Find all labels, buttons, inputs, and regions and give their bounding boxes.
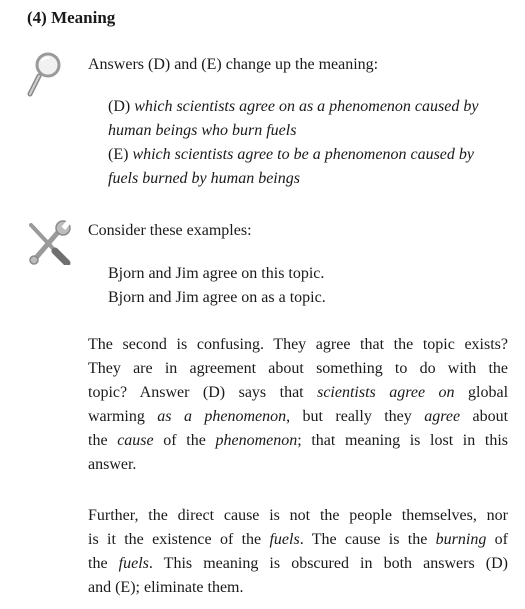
wrench-and-screwdriver-icon — [25, 219, 73, 265]
example-sentence: Bjorn and Jim agree on this topic. — [108, 265, 325, 282]
paragraph-line: answer. — [88, 456, 137, 473]
choice-e-line2: fuels burned by human beings — [108, 170, 300, 187]
paragraph-line: They are in agreement about something to do with the — [88, 360, 508, 377]
paragraph-line: The second is confusing. They agree that the topic exists? — [88, 336, 508, 353]
example-sentence: Bjorn and Jim agree on as a topic. — [108, 289, 326, 306]
example-sentences — [108, 262, 326, 310]
intro-examples: Consider these examples: — [88, 222, 252, 239]
conclusion-paragraph — [88, 504, 508, 600]
paragraph-line: Further, the direct cause is not the people themselves, nor — [88, 507, 508, 524]
explanation-paragraph — [88, 333, 508, 477]
paragraph-line: and (E); eliminate them. — [88, 579, 244, 596]
choice-d-line2: human beings who burn fuels — [108, 122, 297, 139]
paragraph-line: the cause of the phenomenon; that meaning is lost in this — [88, 432, 509, 449]
answer-choices — [108, 95, 478, 191]
paragraph-line: the fuels. This meaning is obscured in both answers (D) — [88, 555, 509, 572]
paragraph-line: topic? Answer (D) says that scientists agree on global — [88, 384, 509, 401]
paragraph-line: warming as a phenomenon, but really they agree about — [88, 408, 509, 425]
section-heading: (4) Meaning — [27, 8, 116, 27]
paragraph-line: is it the existence of the fuels. The cause is the burning of — [88, 531, 508, 548]
choice-d-line1: (D) which scientists agree on as a phenomenon caused by — [108, 98, 479, 115]
intro-meaning-change: Answers (D) and (E) change up the meaning: — [88, 56, 379, 73]
choice-e-line1: (E) which scientists agree to be a phenomenon caused by — [108, 146, 474, 163]
magnifying-glass-icon — [25, 50, 65, 100]
